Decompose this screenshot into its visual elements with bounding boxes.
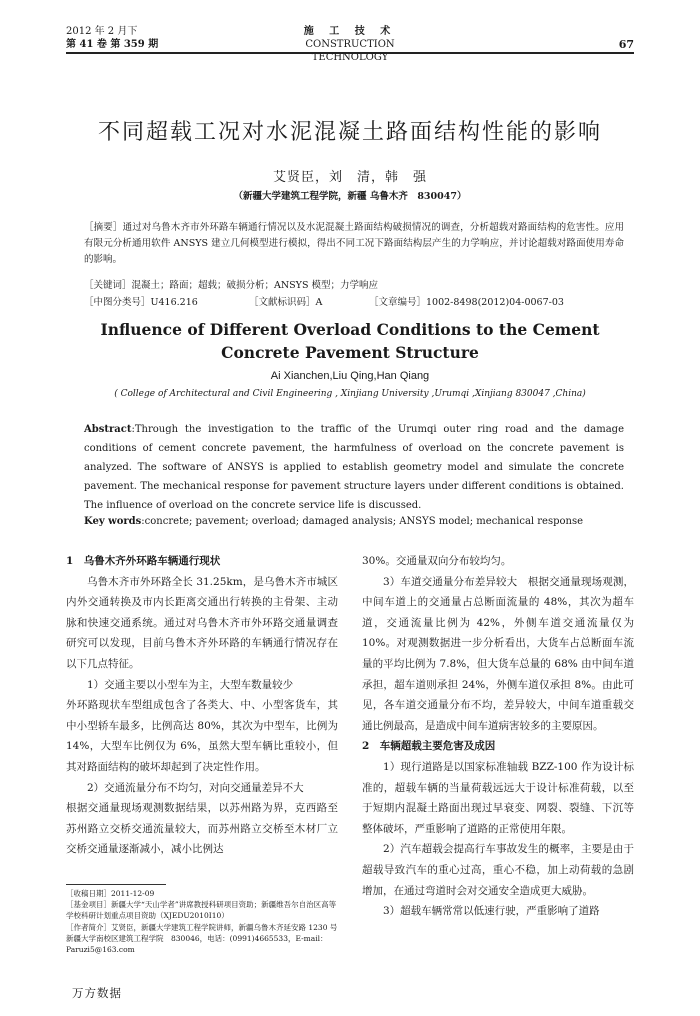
page-number: 67 <box>618 38 634 51</box>
keywords-cn: ［关键词］混凝土；路面；超载；破损分析；ANSYS 模型；力学响应 <box>84 280 378 291</box>
issue-date: 2012 年 2 月下 <box>66 26 138 37</box>
title-en-line1: Influence of Different Overload Conditions to the Cement <box>100 320 600 339</box>
journal-name-cn: 施 工 技 术 <box>303 26 397 37</box>
item-2-continued: 30%。交通量双向分布较均匀。 <box>362 555 512 567</box>
fund-info: ［基金项目］新疆大学“天山学者”讲席教授科研项目资助；新疆维吾尔自治区高等学校科研计划重点项目资助（XJEDU2010I10） <box>66 900 337 921</box>
title-en-line2: Concrete Pavement Structure <box>221 343 479 362</box>
header-rule <box>66 52 634 54</box>
section-2-item-1: 1）现行道路是以国家标准轴载 BZZ-100 作为设计标准的，超载车辆的当量荷载远远大于设计标准荷载，以至于短期内混凝土路面出现过早衰变、网裂、裂缝、下沉等整体破坏，严重影响了道路的正常使用年限。 <box>362 760 634 835</box>
body-column-left <box>66 551 338 860</box>
volume-issue: 第 41 卷 第 359 期 <box>66 39 159 50</box>
article-title-cn: 不同超载工况对水泥混凝土路面结构性能的影响 <box>97 120 602 145</box>
keywords-en-label: Key words <box>84 516 142 527</box>
footnotes <box>66 888 338 955</box>
section-1-heading: 1 乌鲁木齐外环路车辆通行现状 <box>66 555 221 567</box>
item-3 <box>362 572 634 737</box>
clc-number: ［中图分类号］U416.216 <box>84 297 198 308</box>
section-2-item-2: 2）汽车超载会提高行车事故发生的概率，主要是由于超载导致汽车的重心过高，重心不稳，加上动荷载的急剧增加，在通过弯道时会对交通安全造成更大威胁。 <box>362 843 634 897</box>
document-code: ［文献标识码］A <box>249 297 323 308</box>
authors-cn: 艾贤臣，刘 清，韩 强 <box>272 170 427 185</box>
affiliation-cn: （新疆大学建筑工程学院，新疆 乌鲁木齐 830047） <box>233 191 467 202</box>
item-3-title: 3）车道交通量分布差异较大 <box>383 575 518 588</box>
paragraph-intro: 乌鲁木齐市外环路全长 31.25km，是乌鲁木齐市城区内外交通转换及市内长距离交通出行转换的主骨架、主动脉和快速交通系统。通过对乌鲁木齐市外环路交通量调查研究可以发现，目前乌鲁木齐外环路的车辆通行情况存在以下几点特征。 <box>66 575 338 670</box>
section-2-item-3: 3）超载车辆常常以低速行驶，严重影响了道路 <box>383 905 600 918</box>
item-2-title: 2）交通流量分布不均匀，对向交通量差异不大 <box>87 781 304 794</box>
journal-name-en: CONSTRUCTION TECHNOLOGY <box>305 39 395 63</box>
item-1-text: 外环路现状车型组成包含了各类大、中、小型客货车，其中小型轿车最多，比例高达 80%，其次为中型车，比例为 14%，大型车比例仅为 6%，虽然大型车辆比重较小，但其对路面结构的破坏却起到了决定性作用。 <box>66 699 338 773</box>
running-header-left <box>66 25 158 51</box>
item-3-text: 根据交通量现场观测，中间车道上的交通量占总断面流量的 48%，其次为超车道，交通流量比例为 42%，外侧车道交通流量仅为 10%。对观测数据进一步分析看出，大货车占总断面车流量的平均比例为 7.8%，但大货车总量的 68% 由中间车道承担，超车道则承担 24%，外侧车道仅承担 8%。由此可见，各车道交通量分布不均，差异较大，中间车道重载交通比例最高，是造成中间车道病害较多的主要原因。 <box>362 575 635 732</box>
author-info: ［作者简介］艾贤臣，新疆大学建筑工程学院讲师，新疆乌鲁木齐延安路 1230 号新疆大学南校区建筑工程学院 830046，电话：(0991)4665533，E-mail：Paruzi5@163.com <box>66 922 338 955</box>
section-2-heading: 2 车辆超载主要危害及成因 <box>362 740 496 753</box>
affiliation-en: ( College of Architectural and Civil Engineering , Xinjiang University ,Urumqi ,Xinjiang 830047 ,China) <box>114 389 586 399</box>
item-2-text: 根据交通量现场观测数据结果，以苏州路为界，克西路至苏州路立交桥交通流量较大，而苏州路立交桥至木材厂立交桥交通量逐渐减小，减小比例达 <box>66 802 338 856</box>
body-column-right <box>362 551 634 922</box>
authors-en: Ai Xianchen,Liu Qing,Han Qiang <box>270 370 430 382</box>
running-header-journal <box>270 25 430 64</box>
article-title-en <box>66 318 634 364</box>
keywords-en <box>84 516 624 527</box>
received-date: ［收稿日期］2011-12-09 <box>66 889 155 898</box>
abstract-en-label: Abstract <box>84 424 132 435</box>
abstract-en-text: :Through the investigation to the traffic of the Urumqi outer ring road and the damage conditions of cement concrete pavement, the harmfulness of overload on the concrete pavement is analyzed. The software of ANSYS is applied to establish geometry model and simulate the concrete pavement. The mechanical response for pavement structure layers under different conditions is obtained. The influence of overload on the concrete service life is discussed. <box>84 424 624 511</box>
article-number: ［文章编号］1002-8498(2012)04-0067-03 <box>369 297 564 308</box>
watermark-text: 万方数据 <box>72 986 122 1000</box>
footnote-rule <box>66 884 166 885</box>
item-1-title: 1）交通主要以小型车为主，大型车数量较少 <box>87 678 294 691</box>
keywords-en-text: :concrete; pavement; overload; damaged analysis; ANSYS model; mechanical response <box>141 516 584 527</box>
abstract-cn: ［摘要］通过对乌鲁木齐市外环路车辆通行情况以及水泥混凝土路面结构破损情况的调查，分析超载对路面结构的危害性。应用有限元分析通用软件 ANSYS 建立几何模型进行模拟，得出不同工况下路面结构层产生的力学响应，并讨论超载对路面使用寿命的影响。 <box>84 222 624 265</box>
abstract-en <box>84 420 624 515</box>
